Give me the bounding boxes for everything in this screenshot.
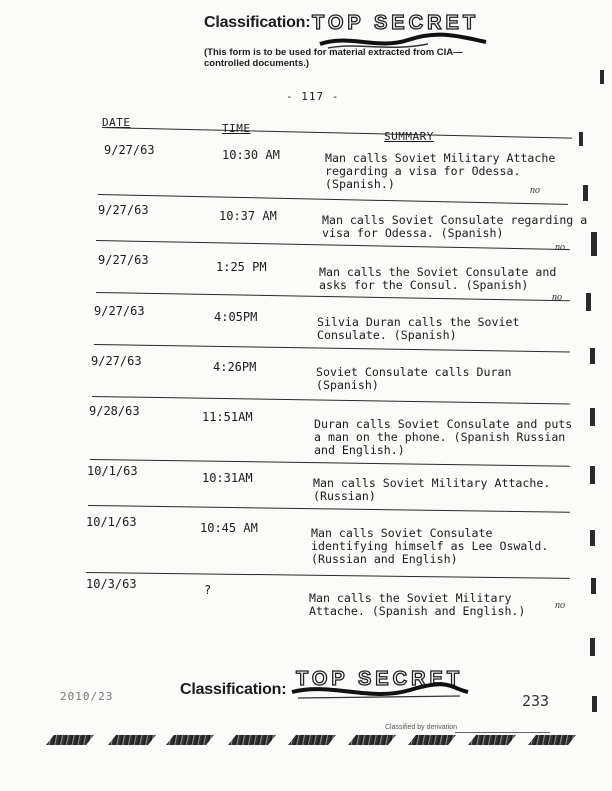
hatched-border-mark — [228, 735, 276, 745]
hatched-border-mark — [46, 735, 94, 745]
row-date: 9/27/63 — [94, 304, 145, 318]
margin-mark — [586, 293, 591, 311]
row-divider — [96, 292, 570, 301]
handwritten-mark: no — [552, 292, 562, 303]
row-summary: Man calls Soviet Military Attache. (Russian) — [313, 476, 551, 503]
hatched-border-mark — [288, 735, 336, 745]
row-summary: Man calls Soviet Consulate identifying himself as Lee Oswald. (Russian and English) — [311, 526, 549, 566]
page-stamp-number: 233 — [522, 692, 550, 710]
hatched-border-mark — [108, 735, 156, 745]
margin-mark — [590, 530, 595, 546]
row-time: 1:25 PM — [216, 260, 267, 274]
row-summary: Man calls Soviet Military Attache regarding a visa for Odessa. (Spanish.) — [325, 151, 556, 191]
column-header-summary: SUMMARY — [384, 130, 434, 143]
row-divider — [86, 572, 570, 579]
margin-mark — [590, 348, 595, 364]
margin-mark — [592, 696, 597, 712]
hatched-border-mark — [468, 735, 516, 745]
header-note: (This form is to be used for material extracted from CIA—controlled documents.) — [204, 47, 463, 69]
row-divider — [94, 344, 570, 352]
handwritten-mark: no — [555, 600, 565, 611]
row-time: 11:51AM — [202, 410, 253, 424]
row-date: 9/28/63 — [89, 404, 140, 418]
row-divider — [90, 459, 570, 467]
row-divider — [92, 396, 570, 405]
margin-mark — [591, 232, 597, 256]
row-time: 4:05PM — [214, 310, 258, 324]
footer-classification-label: Classification: — [180, 681, 287, 698]
row-date: 10/3/63 — [86, 577, 137, 591]
row-divider — [98, 194, 568, 205]
handwritten-mark: no — [555, 242, 565, 253]
row-summary: Man calls the Soviet Military Attache. (Spanish and English.) — [309, 591, 526, 618]
row-divider — [96, 240, 570, 250]
header-classification-label: Classification: — [204, 14, 311, 31]
row-date: 10/1/63 — [86, 515, 137, 529]
row-summary: Silvia Duran calls the Soviet Consulate. (Spanish) — [317, 315, 520, 342]
row-date: 9/27/63 — [98, 203, 149, 217]
left-date-stamp: 2010/23 — [60, 690, 114, 703]
header-classification-stamp: TOP SECRET — [312, 12, 480, 34]
row-summary: Man calls Soviet Consulate regarding a visa for Odessa. (Spanish) — [322, 213, 588, 240]
margin-mark — [590, 466, 595, 484]
classified-by-line: Classified by derivation — [385, 724, 457, 731]
row-time: ? — [204, 583, 212, 597]
row-time: 10:37 AM — [219, 209, 277, 223]
hatched-border-mark — [408, 735, 456, 745]
row-summary: Duran calls Soviet Consulate and puts a man on the phone. (Spanish Russian and English.) — [314, 417, 573, 457]
column-header-time: TIME — [222, 122, 251, 135]
row-time: 10:30 AM — [222, 148, 280, 162]
margin-mark — [600, 70, 604, 84]
page-number: - 117 - — [286, 90, 340, 103]
row-date: 10/1/63 — [87, 464, 138, 478]
row-date: 9/27/63 — [104, 143, 155, 157]
header-rule — [102, 127, 572, 139]
row-date: 9/27/63 — [98, 253, 149, 267]
handwritten-mark: no — [530, 185, 540, 196]
row-time: 10:45 AM — [200, 521, 258, 535]
footer-classification-stamp: TOP SECRET — [296, 668, 464, 690]
row-summary: Man calls the Soviet Consulate and asks for the Consul. (Spanish) — [319, 265, 557, 292]
margin-mark — [579, 132, 583, 146]
row-date: 9/27/63 — [91, 354, 142, 368]
margin-mark — [583, 185, 588, 201]
hatched-border-mark — [528, 735, 576, 745]
hatched-border-mark — [166, 735, 214, 745]
margin-mark — [590, 638, 595, 656]
margin-mark — [591, 578, 596, 594]
classified-by-rule — [455, 732, 550, 733]
margin-mark — [590, 408, 595, 426]
column-header-date: DATE — [102, 116, 131, 129]
redaction-scribble — [290, 680, 470, 702]
row-time: 10:31AM — [202, 471, 253, 485]
row-divider — [88, 505, 570, 513]
row-summary: Soviet Consulate calls Duran (Spanish) — [316, 365, 512, 392]
row-time: 4:26PM — [213, 360, 257, 374]
hatched-border-mark — [348, 735, 396, 745]
